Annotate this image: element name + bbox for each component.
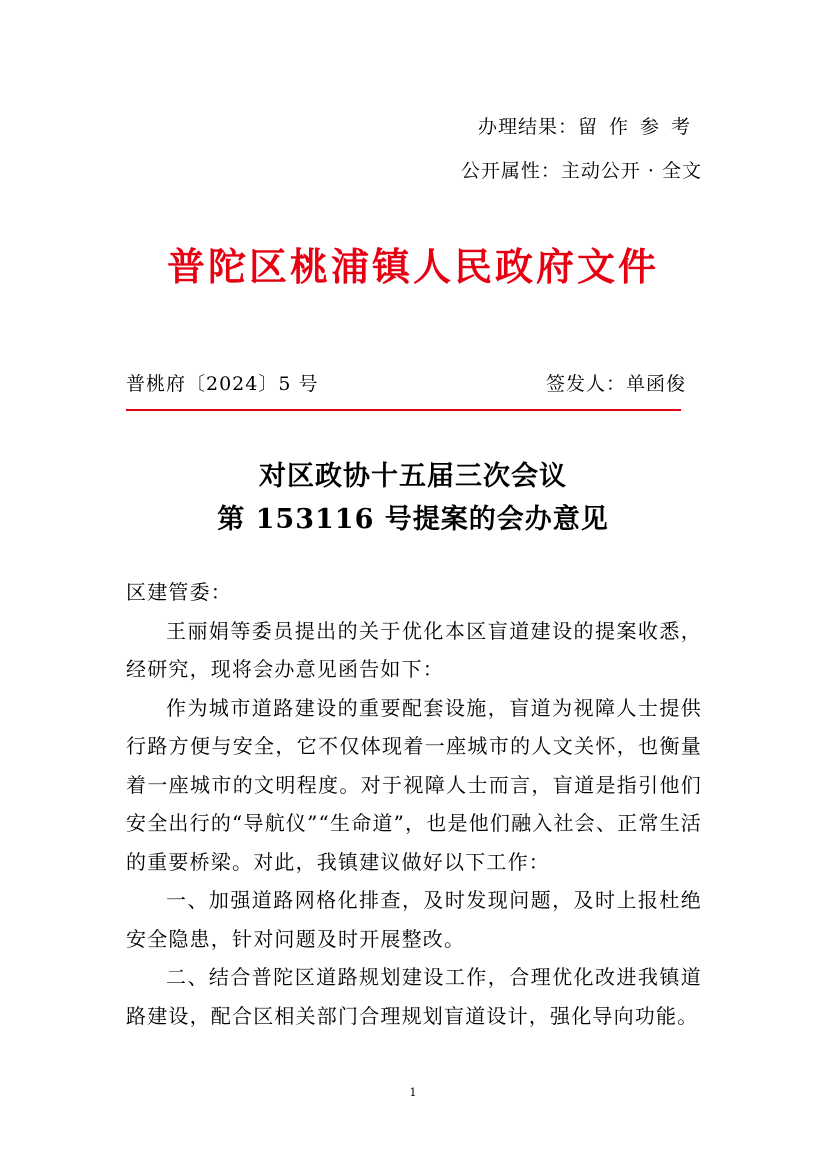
body-paragraph-2: 作为城市道路建设的重要配套设施，盲道为视障人士提供行路方便与安全，它不仅体现着一座城市的人文关怀，也衡量着一座城市的文明程度。对于视障人士而言，盲道是指引他们安全出行的“导航仪”“生命道”，也是他们融入社会、正常生活的重要桥梁。对此，我镇建议做好以下工作： <box>126 695 702 874</box>
disclosure-attribute <box>461 156 702 183</box>
red-separator-rule <box>126 409 681 411</box>
disclosure-attribute-label: 公开属性： <box>460 160 561 182</box>
document-body <box>126 573 702 1035</box>
issuer-label: 签发人： <box>545 373 626 395</box>
body-paragraph-3: 一、加强道路网格化排查，及时发现问题，及时上报杜绝安全隐患，针对问题及时开展整改。 <box>126 888 702 951</box>
title-line-2: 第 153116 号提案的会办意见 <box>217 504 609 535</box>
title-line-1: 对区政协十五届三次会议 <box>259 461 567 492</box>
handling-result-label: 办理结果： <box>477 116 578 138</box>
body-paragraph-4: 二、结合普陀区道路规划建设工作，合理优化改进我镇道路建设，配合区相关部门合理规划盲道设计，强化导向功能。 <box>126 965 702 1028</box>
handling-result <box>478 112 702 139</box>
issuer <box>546 369 686 396</box>
handling-result-value: 留作参考 <box>577 116 702 138</box>
document-number: 普桃府〔2024〕5 号 <box>126 373 319 395</box>
recipient: 区建管委： <box>126 580 232 604</box>
body-paragraph-1: 王丽娟等委员提出的关于优化本区盲道建设的提案收悉，经研究，现将会办意见函告如下： <box>126 618 702 681</box>
disclosure-attribute-value: 主动公开 · 全文 <box>560 160 702 182</box>
page-number: 1 <box>409 1086 417 1099</box>
issuer-name: 单函俊 <box>625 373 686 395</box>
issuing-agency-header: 普陀区桃浦镇人民政府文件 <box>166 244 659 289</box>
document-title <box>0 455 826 541</box>
